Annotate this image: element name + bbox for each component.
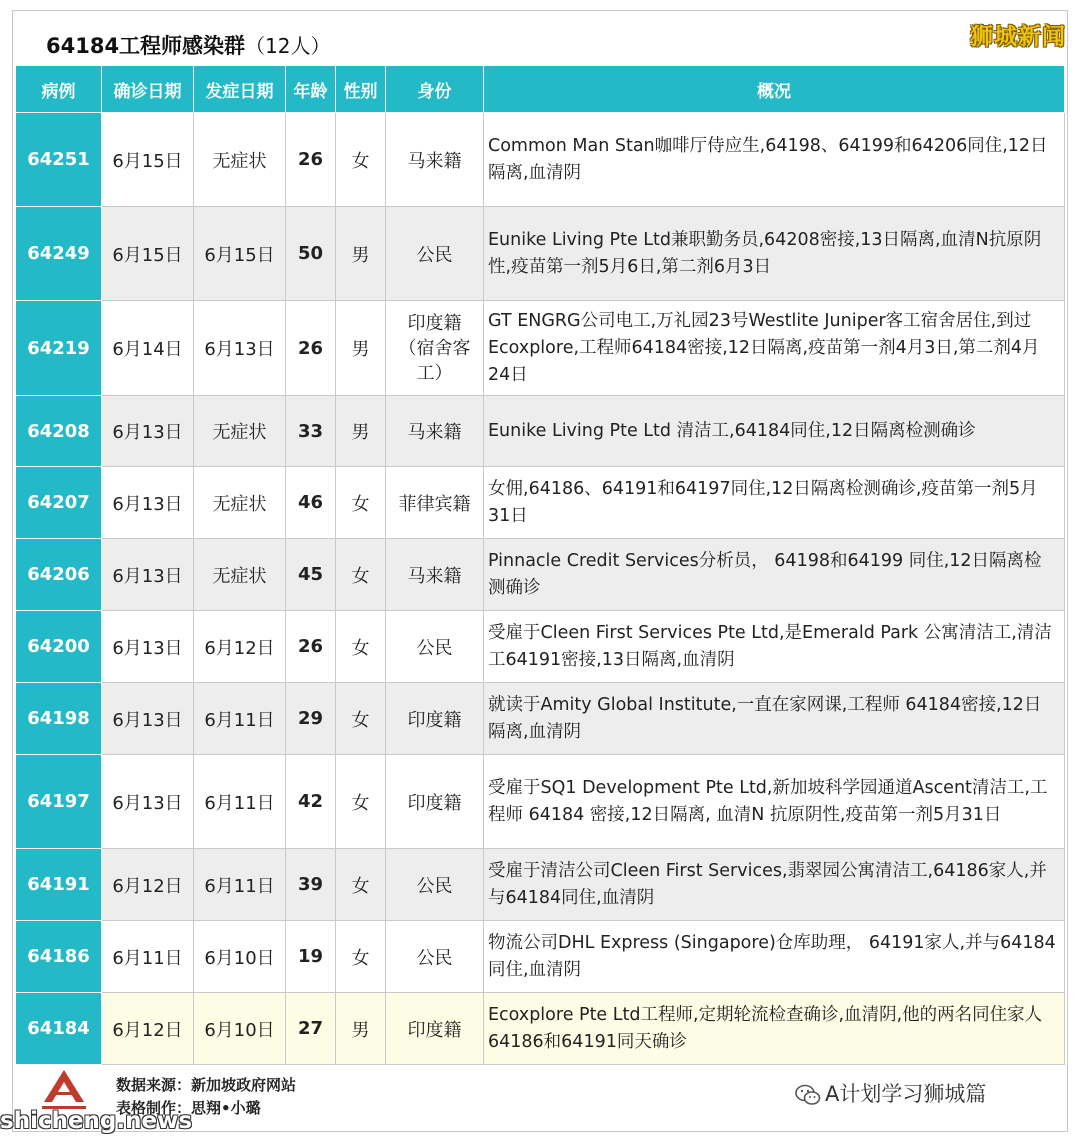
wechat-account <box>795 1078 986 1108</box>
age: 33 <box>286 396 336 467</box>
table-maker: 表格制作：思翔•小璐 <box>116 1099 261 1117</box>
data-source: 数据来源：新加坡政府网站 <box>116 1076 297 1094</box>
wechat-name: A计划学习狮城篇 <box>825 1082 987 1106</box>
sex: 女 <box>336 113 386 207</box>
col-header-desc: 概况 <box>484 66 1065 113</box>
case-id: 64198 <box>16 683 102 755</box>
description: Ecoxplore Pte Ltd工程师,定期轮流检查确诊,血清阴,他的两名同住家人64186和64191同天确诊 <box>484 993 1065 1065</box>
onset-date: 无症状 <box>194 467 286 539</box>
age: 19 <box>286 921 336 993</box>
description: 受雇于Cleen First Services Pte Ltd,是Emerald Park 公寓清洁工,清洁工64191密接,13日隔离,血清阴 <box>484 611 1065 683</box>
onset-date: 6月15日 <box>194 207 286 301</box>
col-header-sex: 性别 <box>336 66 386 113</box>
table-row <box>16 396 1065 467</box>
table-row <box>16 467 1065 539</box>
table-row <box>16 207 1065 301</box>
onset-date: 6月10日 <box>194 993 286 1065</box>
col-header-onset: 发症日期 <box>194 66 286 113</box>
onset-date: 6月11日 <box>194 683 286 755</box>
case-id: 64200 <box>16 611 102 683</box>
table-row <box>16 849 1065 921</box>
description: 女佣,64186、64191和64197同住,12日隔离检测确诊,疫苗第一剂5月31日 <box>484 467 1065 539</box>
onset-date: 无症状 <box>194 396 286 467</box>
age: 46 <box>286 467 336 539</box>
table-row <box>16 921 1065 993</box>
sex: 男 <box>336 301 386 396</box>
confirmed-date: 6月14日 <box>102 301 194 396</box>
confirmed-date: 6月13日 <box>102 755 194 849</box>
status: 公民 <box>386 921 484 993</box>
a-plan-logo <box>34 1068 94 1112</box>
title-main: 64184工程师感染群 <box>46 34 246 58</box>
confirmed-date: 6月11日 <box>102 921 194 993</box>
case-id: 64219 <box>16 301 102 396</box>
col-header-case: 病例 <box>16 66 102 113</box>
description: 受雇于清洁公司Cleen First Services,翡翠园公寓清洁工,64186家人,并与64184同住,血清阴 <box>484 849 1065 921</box>
description: 就读于Amity Global Institute,一直在家网课,工程师 64184密接,12日隔离,血清阴 <box>484 683 1065 755</box>
description: GT ENGRG公司电工,万礼园23号Westlite Juniper客工宿舍居住,到过Ecoxplore,工程师64184密接,12日隔离,疫苗第一剂4月3日,第二剂4月24日 <box>484 301 1065 396</box>
onset-date: 6月13日 <box>194 301 286 396</box>
description: Common Man Stan咖啡厅侍应生,64198、64199和64206同住,12日隔离,血清阴 <box>484 113 1065 207</box>
sex: 女 <box>336 849 386 921</box>
table-row <box>16 755 1065 849</box>
description: Eunike Living Pte Ltd 清洁工,64184同住,12日隔离检测确诊 <box>484 396 1065 467</box>
status: 公民 <box>386 611 484 683</box>
case-id: 64208 <box>16 396 102 467</box>
sex: 男 <box>336 207 386 301</box>
cases-table <box>15 65 1065 1065</box>
case-id: 64251 <box>16 113 102 207</box>
sex: 女 <box>336 755 386 849</box>
col-header-status: 身份 <box>386 66 484 113</box>
onset-date: 无症状 <box>194 539 286 611</box>
case-id: 64249 <box>16 207 102 301</box>
age: 27 <box>286 993 336 1065</box>
case-id: 64184 <box>16 993 102 1065</box>
status: 印度籍 <box>386 755 484 849</box>
onset-date: 6月11日 <box>194 849 286 921</box>
age: 29 <box>286 683 336 755</box>
age: 42 <box>286 755 336 849</box>
age: 39 <box>286 849 336 921</box>
table-row <box>16 993 1065 1065</box>
col-header-age: 年龄 <box>286 66 336 113</box>
status: 马来籍 <box>386 113 484 207</box>
case-id: 64191 <box>16 849 102 921</box>
case-id: 64206 <box>16 539 102 611</box>
sex: 男 <box>336 396 386 467</box>
age: 26 <box>286 113 336 207</box>
age: 26 <box>286 611 336 683</box>
description: 受雇于SQ1 Development Pte Ltd,新加坡科学园通道Ascent清洁工,工程师 64184 密接,12日隔离, 血清N 抗原阴性,疫苗第一剂5月31日 <box>484 755 1065 849</box>
case-id: 64197 <box>16 755 102 849</box>
table-row <box>16 301 1065 396</box>
description: Eunike Living Pte Ltd兼职勤务员,64208密接,13日隔离,血清N抗原阴性,疫苗第一剂5月6日,第二剂6月3日 <box>484 207 1065 301</box>
confirmed-date: 6月12日 <box>102 993 194 1065</box>
confirmed-date: 6月15日 <box>102 113 194 207</box>
sex: 男 <box>336 993 386 1065</box>
page-title <box>46 30 331 60</box>
confirmed-date: 6月12日 <box>102 849 194 921</box>
status: 印度籍 <box>386 993 484 1065</box>
brand-watermark-top: 狮城新闻 <box>970 24 1066 50</box>
table-row <box>16 611 1065 683</box>
status: 印度籍（宿舍客工） <box>386 301 484 396</box>
case-id: 64207 <box>16 467 102 539</box>
confirmed-date: 6月13日 <box>102 396 194 467</box>
table-row <box>16 683 1065 755</box>
table-row <box>16 113 1065 207</box>
onset-date: 无症状 <box>194 113 286 207</box>
sex: 女 <box>336 921 386 993</box>
onset-date: 6月10日 <box>194 921 286 993</box>
brand-watermark-bottom: shicheng.news <box>0 1108 193 1134</box>
confirmed-date: 6月13日 <box>102 683 194 755</box>
table-row <box>16 539 1065 611</box>
onset-date: 6月12日 <box>194 611 286 683</box>
status: 菲律宾籍 <box>386 467 484 539</box>
status: 公民 <box>386 849 484 921</box>
status: 公民 <box>386 207 484 301</box>
age: 45 <box>286 539 336 611</box>
sex: 女 <box>336 683 386 755</box>
confirmed-date: 6月15日 <box>102 207 194 301</box>
confirmed-date: 6月13日 <box>102 467 194 539</box>
status: 印度籍 <box>386 683 484 755</box>
table-header-row <box>16 66 1065 113</box>
age: 26 <box>286 301 336 396</box>
onset-date: 6月11日 <box>194 755 286 849</box>
wechat-icon <box>795 1084 821 1106</box>
sex: 女 <box>336 539 386 611</box>
col-header-confirmed: 确诊日期 <box>102 66 194 113</box>
sex: 女 <box>336 467 386 539</box>
status: 马来籍 <box>386 396 484 467</box>
description: Pinnacle Credit Services分析员， 64198和64199 同住,12日隔离检测确诊 <box>484 539 1065 611</box>
case-id: 64186 <box>16 921 102 993</box>
status: 马来籍 <box>386 539 484 611</box>
confirmed-date: 6月13日 <box>102 611 194 683</box>
title-count: （12人） <box>245 34 331 58</box>
sex: 女 <box>336 611 386 683</box>
confirmed-date: 6月13日 <box>102 539 194 611</box>
description: 物流公司DHL Express (Singapore)仓库助理， 64191家人,并与64184同住,血清阴 <box>484 921 1065 993</box>
age: 50 <box>286 207 336 301</box>
